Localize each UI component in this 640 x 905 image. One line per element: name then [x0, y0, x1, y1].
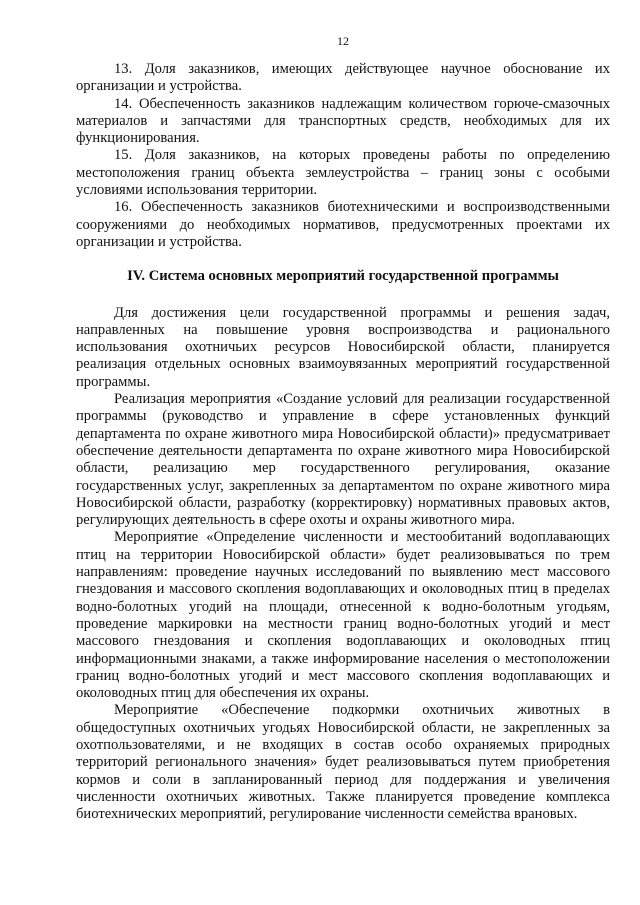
- body-paragraph-goal: Для достижения цели государственной программы и решения задач, направленных на повышение уровня воспроизводства и рационального использования охотничьих ресурсов Новосибирской области, планируется реализация отдельных основных взаимоувязанных мероприятий государственной программы.: [76, 304, 610, 390]
- list-item-15: 15. Доля заказников, на которых проведены работы по определению местоположения границ объекта землеустройства – границ зоны с особыми условиями использования территории.: [76, 147, 610, 199]
- body-paragraph-feeding: Мероприятие «Обеспечение подкормки охотничьих животных в общедоступных охотничьих угодьях Новосибирской области, не закрепленных за охотпользователями, и не входящих в состав особо охраняемых природных территорий регионального значения» будет реализовываться путем приобретения кормов и соли в запланированный период для поддержания и увеличения численности охотничьих животных. Также планируется проведение комплекса биотехнических мероприятий, регулирование численности семейства врановых.: [76, 702, 610, 823]
- page-number: 12: [337, 34, 349, 48]
- section-heading: IV. Система основных мероприятий государственной программы: [127, 268, 559, 285]
- list-item-16: 16. Обеспеченность заказников биотехническими и воспроизводственными сооружениями до необходимых нормативов, предусмотренных проектами их организации и устройства.: [76, 199, 610, 250]
- list-item-13: 13. Доля заказников, имеющих действующее научное обоснование их организации и устройства.: [76, 61, 610, 95]
- body-paragraph-waterfowl: Мероприятие «Определение численности и местообитаний водоплавающих птиц на территории Новосибирской области» будет реализовываться по трем направлениям: проведение научных исследований по выявлению мест массового гнездования и массового скопления водоплавающих и околоводных птиц в пределах водно-болотных угодий на площади, отнесенной к водно-болотным угодьям, проведение маркировки на местности границ водно-болотных угодий и мест массового гнездования и скопления водоплавающих и околоводных птиц информационными знаками, а также информирование населения о местоположении границ водно-болотных угодий и мест массового скопления водоплавающих и околоводных птиц для обеспечения их охраны.: [76, 529, 610, 702]
- body-paragraph-conditions: Реализация мероприятия «Создание условий для реализации государственной программы (руководство и управление в сфере установленных функций департамента по охране животного мира Новосибирской области)» предусматривает обеспечение деятельности департамента по охране животного мира Новосибирской области, реализацию мер государственного регулирования, оказание государственных услуг, закрепленных за департаментом по охране животного мира Новосибирской области, разработку (корректировку) нормативных правовых актов, регулирующих деятельность в сфере охоты и охраны животного мира.: [76, 391, 610, 529]
- list-item-14: 14. Обеспеченность заказников надлежащим количеством горюче-смазочных материалов и запчастями для транспортных средств, необходимых для их функционирования.: [76, 95, 610, 147]
